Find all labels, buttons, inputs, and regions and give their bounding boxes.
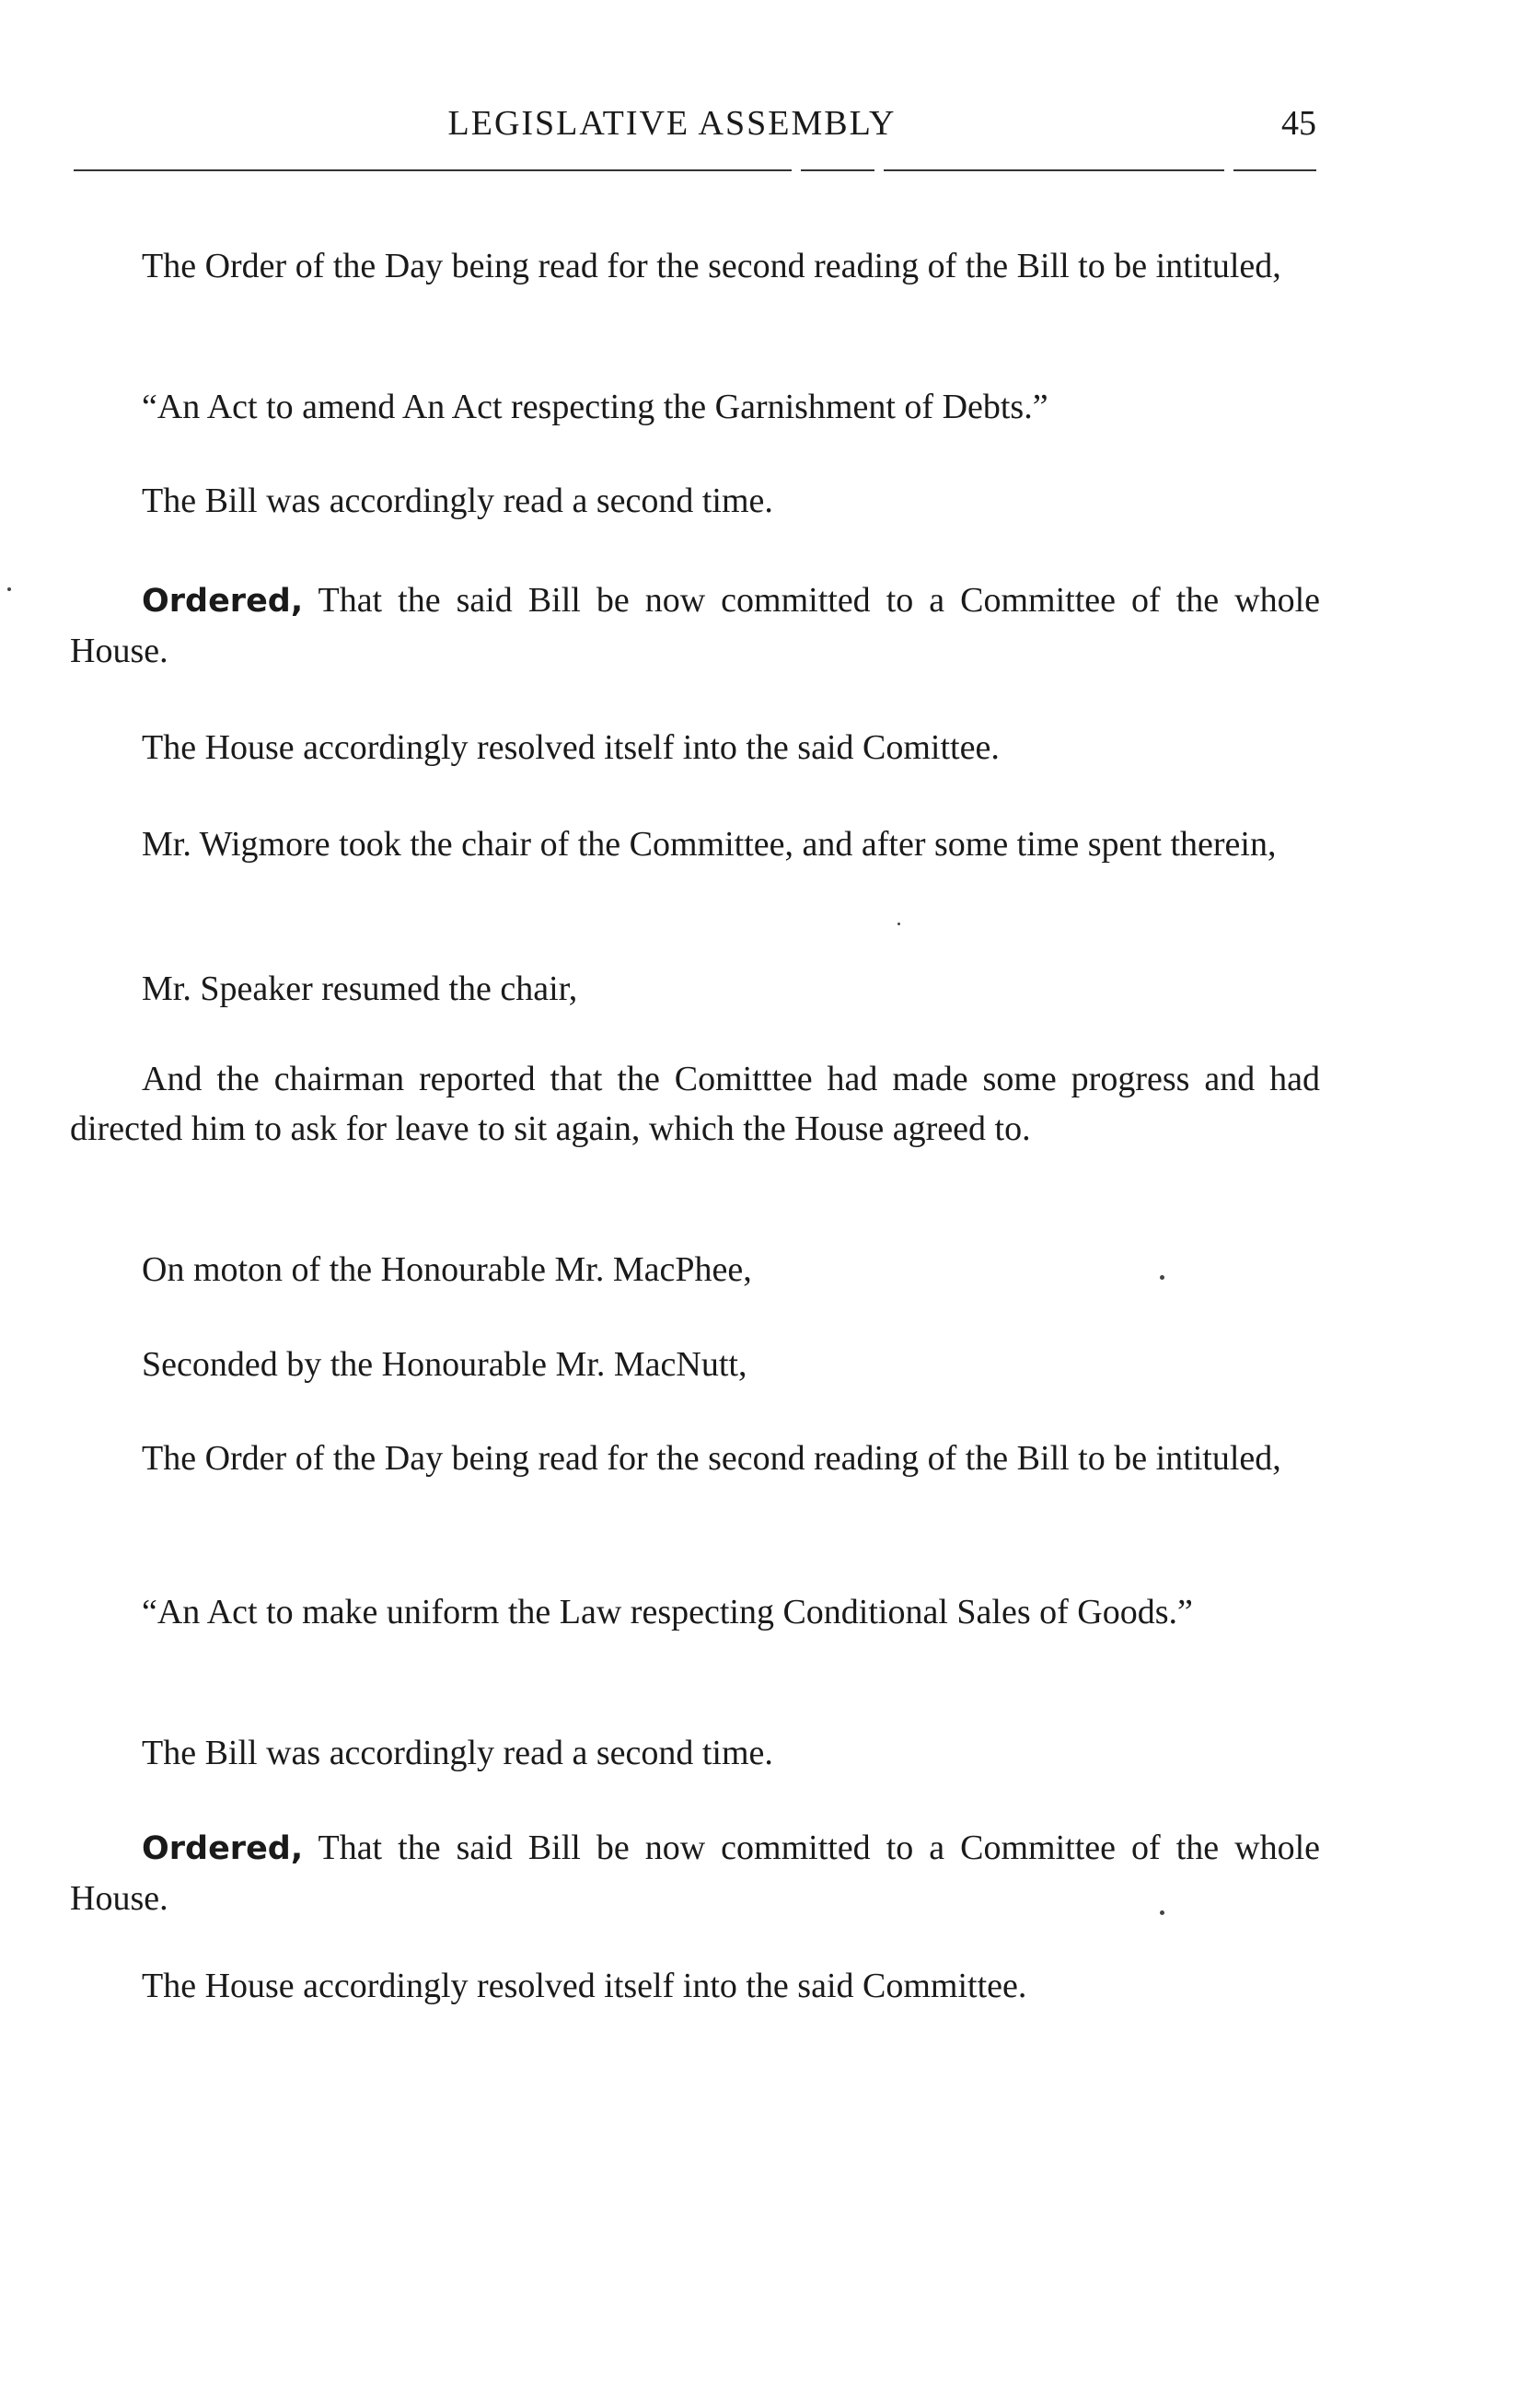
running-title: LEGISLATIVE ASSEMBLY — [447, 104, 897, 143]
paragraph — [70, 1728, 1320, 1778]
header-rule-segment — [884, 169, 1224, 171]
paragraph-text: The Bill was accordingly read a second time. — [142, 1734, 773, 1772]
paragraph-text: That the said Bill be now committed to a Committee of the whole House. — [70, 581, 1320, 670]
paragraph-text: Seconded by the Honourable Mr. MacNutt, — [142, 1345, 747, 1384]
header-rule-segment — [74, 169, 792, 171]
page-header — [74, 103, 1316, 158]
scan-speck — [1160, 1910, 1164, 1915]
paragraph-ordered — [70, 1823, 1320, 1923]
paragraph-text: Mr. Wigmore took the chair of the Committee, and after some time spent therein, — [142, 825, 1277, 864]
paragraph-bill-title — [70, 382, 1320, 432]
paragraph-text: The House accordingly resolved itself into the said Comittee. — [142, 728, 1000, 767]
paragraph-text: And the chairman reported that the Comitttee had made some progress and had directed him to ask for leave to sit again, which the House agreed to. — [70, 1060, 1320, 1148]
ordered-label: Ordered, — [142, 1830, 304, 1867]
paragraph-text: The Order of the Day being read for the second reading of the Bill to be intituled, — [142, 1439, 1281, 1478]
paragraph — [70, 1340, 1320, 1389]
paragraph-text: The Order of the Day being read for the second reading of the Bill to be intituled, — [142, 247, 1281, 285]
paragraph — [70, 476, 1320, 526]
paragraph-text: The House accordingly resolved itself into the said Committee. — [142, 1967, 1027, 2005]
paragraph-text: The Bill was accordingly read a second time. — [142, 482, 773, 520]
paragraph-text: “An Act to make uniform the Law respecting Conditional Sales of Goods.” — [142, 1593, 1193, 1631]
paragraph-text: “An Act to amend An Act respecting the Garnishment of Debts.” — [142, 388, 1048, 426]
paragraph — [70, 1054, 1320, 1154]
paragraph — [70, 241, 1320, 291]
scan-speck — [1160, 1275, 1164, 1280]
scan-speck — [7, 587, 11, 591]
paragraph-text: That the said Bill be now committed to a Committee of the whole House. — [70, 1828, 1320, 1918]
paragraph-bill-title — [70, 1587, 1320, 1637]
paragraph-ordered — [70, 575, 1320, 676]
header-rule-segment — [801, 169, 874, 171]
paragraph — [70, 723, 1320, 772]
paragraph — [70, 1245, 1320, 1294]
ordered-label: Ordered, — [142, 583, 304, 620]
page-number: 45 — [1281, 104, 1316, 143]
paragraph-text: On moton of the Honourable Mr. MacPhee, — [142, 1250, 752, 1289]
header-rule-segment — [1233, 169, 1316, 171]
paragraph — [70, 1961, 1320, 2011]
paragraph — [70, 819, 1320, 869]
paragraph — [70, 1434, 1320, 1483]
paragraph-text: Mr. Speaker resumed the chair, — [142, 969, 578, 1008]
scan-speck — [897, 923, 900, 925]
paragraph — [70, 964, 1320, 1014]
